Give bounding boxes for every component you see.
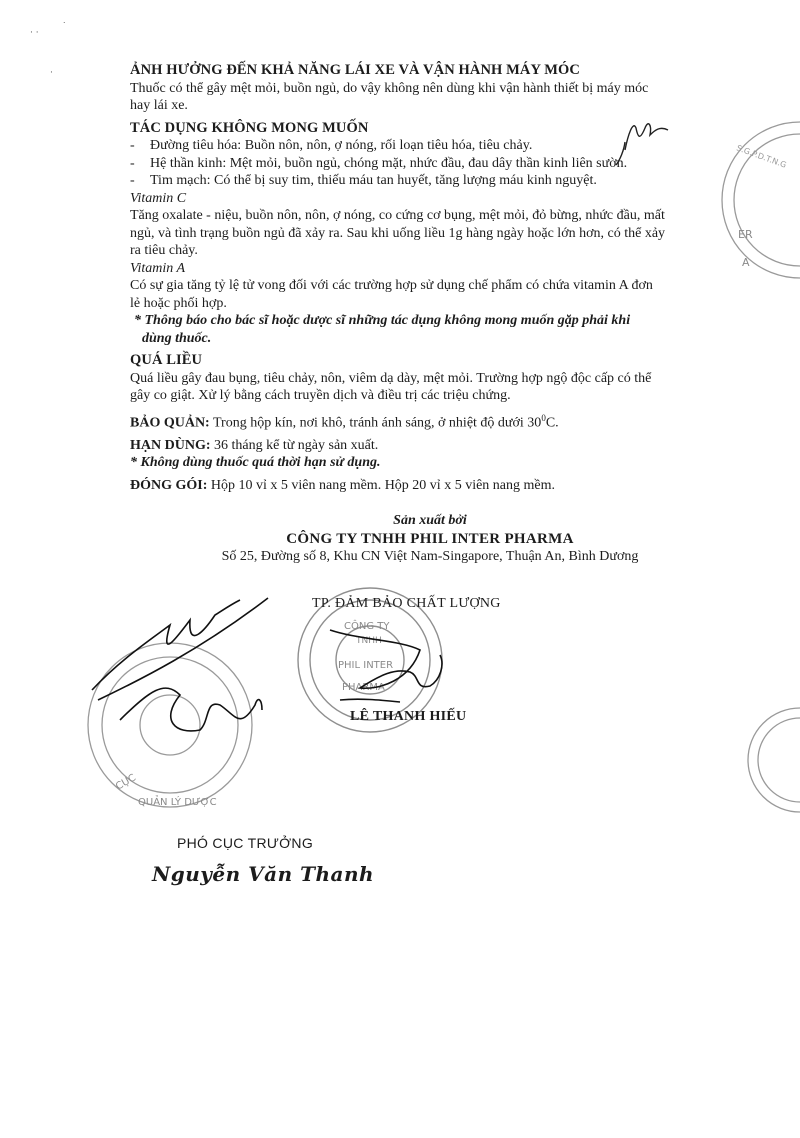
side-effects-list xyxy=(130,137,730,190)
shelf-life-text: 36 tháng kể từ ngày sản xuất. xyxy=(210,437,379,453)
scan-mark: · · xyxy=(30,28,39,38)
scan-mark: · xyxy=(50,68,53,78)
svg-text:PHARMA: PHARMA xyxy=(342,682,385,693)
manufacturer-label: Sản xuất bởi xyxy=(393,513,467,528)
packaging-text: Hộp 10 vỉ x 5 viên nang mềm. Hộp 20 vỉ x 5 viên nang mềm. xyxy=(207,477,556,493)
storage-unit: C. xyxy=(545,415,559,431)
section-heading-driving: ẢNH HƯỞNG ĐẾN KHẢ NĂNG LÁI XE VÀ VẬN HÀNH MÁY MÓC xyxy=(130,62,580,78)
shelf-life-notice: * Không dùng thuốc quá thời hạn sử dụng. xyxy=(130,455,381,471)
qa-title: TP. ĐẢM BẢO CHẤT LƯỢNG xyxy=(312,596,501,611)
manufacturer-company: CÔNG TY TNHH PHIL INTER PHARMA xyxy=(286,531,574,547)
packaging-line xyxy=(130,477,730,495)
side-effect-item: - Đường tiêu hóa: Buồn nôn, nôn, ợ nóng, rối loạn tiêu hóa, tiêu chảy. xyxy=(130,137,730,155)
edge-stamp-bottom xyxy=(748,708,800,812)
manufacturer-block xyxy=(130,512,730,566)
storage-line xyxy=(130,410,730,432)
agency-stamp xyxy=(88,643,252,808)
side-effects-notice-line-1: * Thông báo cho bác sĩ hoặc dược sĩ những tác dụng không mong muốn gặp phải khi xyxy=(134,313,631,328)
manufacturer-address: Số 25, Đường số 8, Khu CN Việt Nam-Singapore, Thuận An, Bình Dương xyxy=(221,549,639,564)
section-heading-side-effects: TÁC DỤNG KHÔNG MONG MUỐN xyxy=(130,119,369,136)
svg-text:PHIL INTER: PHIL INTER xyxy=(338,660,394,671)
deputy-name: Nguyễn Văn Thanh xyxy=(152,862,375,886)
svg-text:ER: ER xyxy=(738,228,753,241)
shelf-life-line xyxy=(130,437,730,455)
overdose-line-1: Quá liều gây đau bụng, tiêu chảy, nôn, viêm dạ dày, mệt mỏi. Trường hợp ngộ độc cấp có thể xyxy=(130,370,652,386)
shelf-life-label: HẠN DÙNG: xyxy=(130,437,211,453)
scan-mark: ˙ xyxy=(62,22,67,32)
vitamin-c-line-1: Tăng oxalate - niệu, buồn nôn, nôn, ợ nóng, co cứng cơ bụng, mệt mỏi, đỏ bừng, nhức đầu, mất xyxy=(130,208,665,223)
side-effects-notice-line-2: dùng thuốc. xyxy=(142,330,212,346)
svg-text:A: A xyxy=(742,256,750,269)
storage-degree: 0 xyxy=(541,412,546,423)
storage-label: BẢO QUẢN: xyxy=(130,415,210,431)
side-effect-item: - Tim mạch: Có thể bị suy tim, thiếu máu tan huyết, tăng lượng máu kinh nguyệt. xyxy=(130,172,730,190)
document-body xyxy=(130,62,730,494)
packaging-label: ĐÓNG GÓI: xyxy=(130,477,208,493)
vitamin-a-line-1: Có sự gia tăng tỷ lệ tử vong đối với các trường hợp sử dụng chế phẩm có chứa vitamin A đơn xyxy=(130,278,653,293)
edge-stamp-top xyxy=(722,122,800,278)
side-effect-item: - Hệ thần kinh: Mệt mỏi, buồn ngủ, chóng mặt, nhức đầu, đau dây thần kinh liên sườn. xyxy=(130,155,730,173)
driving-line-1: Thuốc có thể gây mệt mỏi, buồn ngủ, do vậy không nên dùng khi vận hành thiết bị máy móc xyxy=(130,80,649,96)
vitamin-c-line-2: ngủ, và tình trạng buồn ngủ đã xảy ra. Sau khi uống liều 1g hàng ngày hoặc lớn hơn, có thể xảy xyxy=(130,225,666,241)
storage-text: Trong hộp kín, nơi khô, tránh ánh sáng, ở nhiệt độ dưới 30 xyxy=(209,415,542,431)
svg-text:CÔNG TY: CÔNG TY xyxy=(344,621,390,632)
qa-name: LÊ THANH HIẾU xyxy=(350,709,467,724)
vitamin-c-label: Vitamin C xyxy=(130,190,187,206)
driving-line-2: hay lái xe. xyxy=(130,98,188,113)
svg-text:S.G.P.D.T.N.G: S.G.P.D.T.N.G xyxy=(735,143,788,170)
deputy-title: PHÓ CỤC TRƯỞNG xyxy=(177,835,314,851)
vitamin-c-line-3: ra tiêu chảy. xyxy=(130,243,198,258)
vitamin-a-label: Vitamin A xyxy=(130,260,186,276)
section-heading-overdose: QUÁ LIỀU xyxy=(130,352,203,368)
svg-text:CỤC: CỤC xyxy=(114,772,138,793)
overdose-line-2: gây co giật. Xử lý bằng cách truyền dịch và điều trị các triệu chứng. xyxy=(130,388,511,403)
svg-text:QUẢN LÝ DƯỢC: QUẢN LÝ DƯỢC xyxy=(138,797,217,808)
svg-text:TNHH: TNHH xyxy=(356,636,382,646)
deputy-signature xyxy=(92,598,268,731)
vitamin-a-line-2: lẻ hoặc phối hợp. xyxy=(130,295,227,311)
